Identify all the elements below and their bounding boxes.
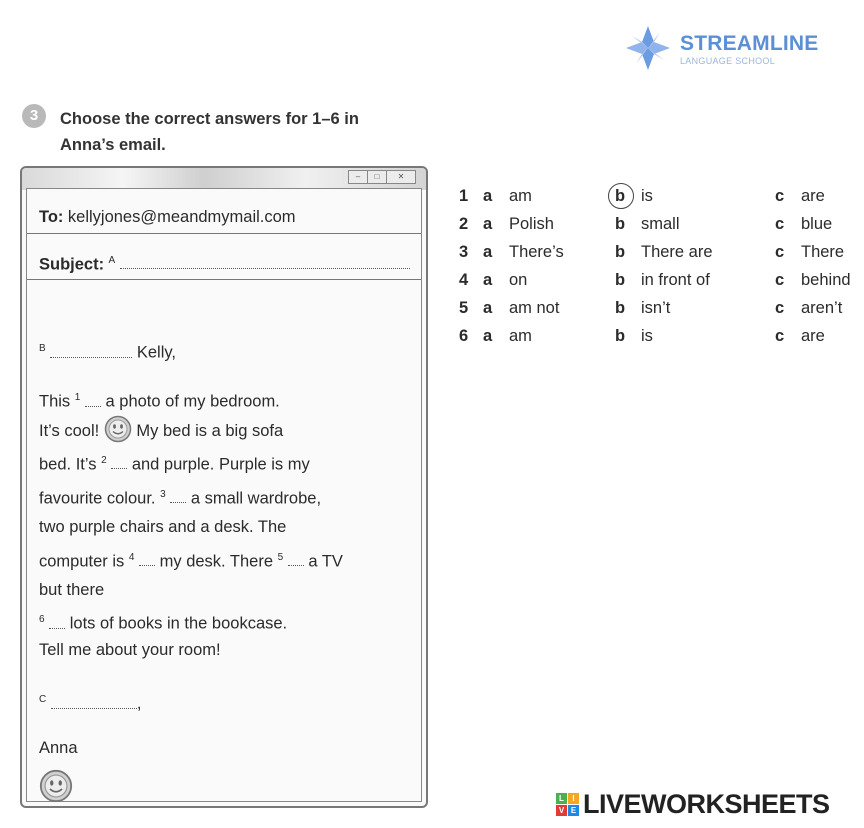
email-window <box>20 166 428 808</box>
text: This <box>39 392 75 411</box>
gap-6-blank[interactable] <box>49 628 65 629</box>
brand-name: STREAMLINE <box>680 32 819 55</box>
text: a TV <box>303 552 343 571</box>
option-a-text[interactable]: on <box>509 271 528 289</box>
option-letter-a[interactable]: a <box>483 187 493 205</box>
option-a-text[interactable]: am <box>509 327 532 345</box>
question-number: 2 <box>459 215 469 233</box>
gap-number: 3 <box>160 488 166 500</box>
to-address: kellyjones@meandmymail.com <box>67 208 296 226</box>
exercise-title-line1: Choose the correct answers for 1–6 in <box>60 110 359 128</box>
question-number: 5 <box>459 299 469 317</box>
option-b-text[interactable]: There are <box>641 243 713 261</box>
option-letter-a[interactable]: a <box>483 215 493 233</box>
option-c-text[interactable]: are <box>801 187 825 205</box>
gap-number: 1 <box>74 392 81 403</box>
question-number: 6 <box>459 327 469 345</box>
streamline-logo <box>624 24 824 74</box>
smiley-face-icon <box>104 415 132 443</box>
option-letter-b[interactable]: b <box>615 215 626 233</box>
liveworksheets-logo <box>556 786 830 822</box>
option-letter-b[interactable]: b <box>615 243 626 261</box>
gap-1-blank[interactable] <box>85 406 101 407</box>
option-row-5 <box>459 299 859 327</box>
gap-number: 6 <box>39 614 45 626</box>
body-line-3 <box>39 446 343 480</box>
grid-letter: L <box>556 793 567 804</box>
question-number: 3 <box>459 243 469 261</box>
greeting-blank[interactable] <box>50 357 132 358</box>
text: My bed is a big sofa <box>131 421 284 440</box>
window-title-bar <box>22 168 426 190</box>
text: a small wardrobe, <box>186 489 322 508</box>
minimize-icon: – <box>348 170 368 184</box>
subject-label: Subject: <box>39 255 105 274</box>
text: and purple. Purple is my <box>127 455 310 474</box>
option-letter-b[interactable]: b <box>615 299 626 317</box>
text: a photo of my bedroom. <box>100 392 280 411</box>
gap-number: 2 <box>101 454 107 466</box>
option-row-2 <box>459 215 859 243</box>
answer-options <box>459 187 859 367</box>
option-c-text[interactable]: blue <box>801 215 833 233</box>
option-letter-b[interactable]: b <box>615 187 626 205</box>
greeting-name: Kelly, <box>136 343 176 362</box>
signature: Anna <box>39 739 78 757</box>
option-letter-c[interactable]: c <box>775 327 785 345</box>
option-letter-c[interactable]: c <box>775 215 785 233</box>
closing-question: Tell me about your room! <box>39 641 221 659</box>
gap-4-blank[interactable] <box>139 565 155 566</box>
option-letter-c[interactable]: c <box>775 271 785 289</box>
option-letter-c[interactable]: c <box>775 299 785 317</box>
option-b-text[interactable]: in front of <box>641 271 710 289</box>
option-letter-a[interactable]: a <box>483 271 493 289</box>
text: bed. It’s <box>39 455 102 474</box>
gap-number: 4 <box>128 551 135 563</box>
smiley-face-icon <box>39 769 73 803</box>
exercise-title <box>60 106 400 158</box>
option-a-text[interactable]: Polish <box>509 215 554 233</box>
liveworksheets-name: LIVEWORKSHEETS <box>583 788 830 819</box>
gap-2-blank[interactable] <box>111 468 127 469</box>
body-line-8 <box>39 605 343 639</box>
option-row-4 <box>459 271 859 299</box>
window-controls <box>349 170 416 184</box>
signoff-blank[interactable] <box>51 708 137 709</box>
body-line-7: but there <box>39 581 105 600</box>
option-letter-a[interactable]: a <box>483 327 493 345</box>
option-b-text[interactable]: is <box>641 187 653 205</box>
question-number: 1 <box>459 187 469 205</box>
exercise-number-badge: 3 <box>22 104 46 128</box>
text: favourite colour. <box>39 489 161 508</box>
subject-row <box>27 235 421 280</box>
option-letter-b[interactable]: b <box>615 271 626 289</box>
body-line-6 <box>39 543 343 577</box>
option-letter-c[interactable]: c <box>775 243 785 261</box>
option-letter-b[interactable]: b <box>615 327 626 345</box>
email-frame <box>26 188 422 802</box>
close-icon: ✕ <box>386 170 416 184</box>
star-compass-icon <box>624 24 672 72</box>
option-c-text[interactable]: behind <box>801 271 851 289</box>
option-c-text[interactable]: are <box>801 327 825 345</box>
option-c-text[interactable]: aren’t <box>801 299 843 317</box>
greeting-gap-marker: B <box>39 343 46 354</box>
liveworksheets-grid-icon <box>556 793 579 816</box>
option-a-text[interactable]: There’s <box>509 243 564 261</box>
gap-3-blank[interactable] <box>170 502 186 503</box>
to-row <box>27 189 421 234</box>
body-line-2 <box>39 417 343 446</box>
option-row-1 <box>459 187 859 215</box>
question-number: 4 <box>459 271 469 289</box>
option-letter-c[interactable]: c <box>775 187 785 205</box>
grid-letter: I <box>568 793 579 804</box>
subject-gap-marker: A <box>108 255 116 266</box>
brand-subtitle: LANGUAGE SCHOOL <box>680 56 776 66</box>
option-row-6 <box>459 327 859 355</box>
text: computer is <box>39 552 129 571</box>
option-b-text[interactable]: small <box>641 215 680 233</box>
email-body <box>39 383 343 639</box>
text: It’s cool! <box>39 421 104 440</box>
gap-number: 5 <box>277 551 284 563</box>
subject-blank[interactable] <box>120 268 410 269</box>
grid-letter: E <box>568 805 579 816</box>
option-c-text[interactable]: There <box>801 243 845 261</box>
to-label: To: <box>39 208 64 226</box>
option-b-text[interactable]: is <box>641 327 653 345</box>
body-line-5: two purple chairs and a desk. The <box>39 518 287 537</box>
option-b-text[interactable]: isn’t <box>641 299 671 317</box>
signoff-gap-marker: C <box>39 694 47 705</box>
maximize-icon: □ <box>367 170 387 184</box>
exercise-title-line2: Anna’s email. <box>60 136 166 154</box>
greeting-line <box>39 334 176 368</box>
signoff-line <box>39 685 141 719</box>
option-letter-a[interactable]: a <box>483 299 493 317</box>
option-a-text[interactable]: am not <box>509 299 560 317</box>
signoff-comma: , <box>136 694 142 713</box>
option-row-3 <box>459 243 859 271</box>
option-letter-a[interactable]: a <box>483 243 493 261</box>
body-line-4 <box>39 480 343 514</box>
option-a-text[interactable]: am <box>509 187 532 205</box>
text: lots of books in the bookcase. <box>65 614 288 633</box>
text: my desk. There <box>155 552 278 571</box>
gap-5-blank[interactable] <box>288 565 304 566</box>
body-line-1 <box>39 383 343 417</box>
grid-letter: V <box>556 805 567 816</box>
